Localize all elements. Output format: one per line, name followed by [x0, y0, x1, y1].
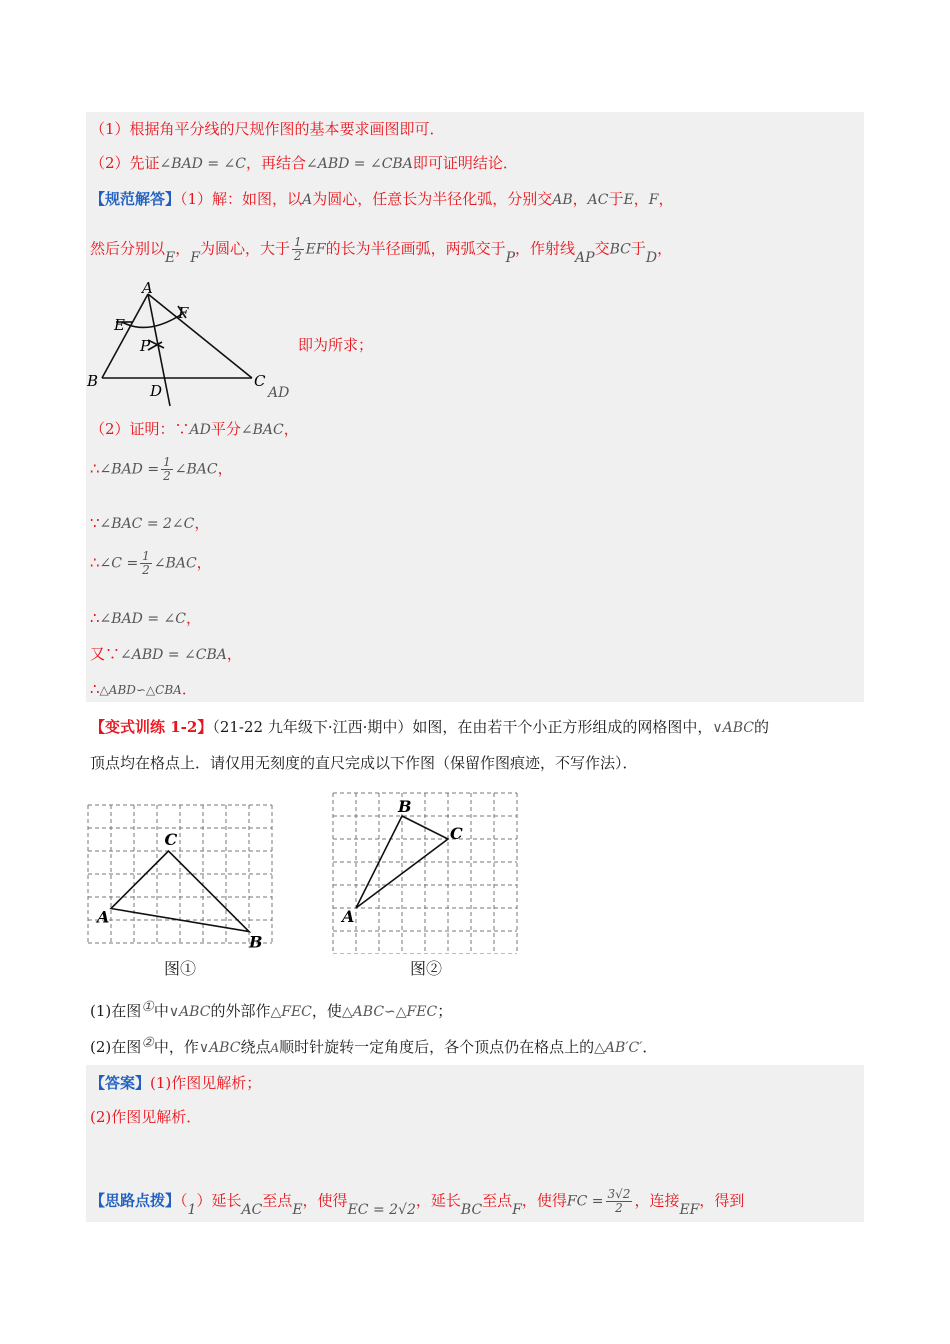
hint-label: 【思路点拨】: [90, 1191, 181, 1210]
grid-label-C: C: [164, 830, 178, 849]
proof-line-3: ∵∠BAC = 2∠C，: [90, 514, 210, 532]
fig1-caption: 图①: [164, 959, 197, 978]
grid-figure-2: [332, 792, 520, 954]
fig-label-P: P: [140, 337, 151, 355]
answer-label: 【答案】: [90, 1074, 151, 1092]
proof-line-2: ∴∠BAD = $\frac{1}{2}$ ∠BAC，: [90, 455, 233, 483]
fig-label-F: F: [178, 304, 189, 322]
grid-label-B: B: [249, 932, 263, 952]
solution-label: 【规范解答】: [90, 190, 181, 208]
side-AC: [148, 294, 252, 378]
grid-figure-1: [86, 803, 274, 955]
problem-label: 【变式训练 1-2】: [90, 718, 213, 736]
proof-line-6: 又∵∠ABD = ∠CBA，: [90, 645, 242, 663]
question-1: (1)在图①中∨ABC的外部作△FEC，使△ABC∽△FEC；: [90, 999, 453, 1020]
grid-label-A: A: [97, 907, 110, 927]
problem-line-2: 顶点均在格点上．请仅用无刻度的直尺完成以下作图（保留作图痕迹，不写作法）．: [90, 754, 638, 772]
grid-label-A: A: [342, 907, 355, 926]
proof-line-1: （2）证明：∵AD平分∠BAC，: [90, 420, 299, 438]
grid-label-B: B: [398, 797, 412, 816]
fig-label-C: C: [254, 372, 266, 390]
fig-label-E: E: [114, 316, 125, 334]
fig-label-D: D: [150, 382, 163, 400]
side-AB: [102, 294, 148, 378]
fig-result-text: 即为所求；: [298, 336, 374, 354]
solution-line-2: 然后分别以E，F为圆心，大于 $\frac{1}{2}$ EF的长为半径画弧，两弧交于P，作射线AP交BC于D，: [90, 235, 673, 266]
hint-line-1: （1）根据角平分线的尺规作图的基本要求画图即可．: [90, 120, 445, 138]
hint-line: 【思路点拨】（1）延长AC至点E，使得EC = 2√2，延长BC至点F，使得FC = $\frac{3√2}{2}$ ，连接EF，得到: [90, 1187, 745, 1218]
solution-line-1: 【规范解答】（1）解：如图，以A为圆心，任意长为半径化弧，分别交AB，AC于E，F，: [90, 190, 674, 208]
fig-AD-label: AD: [268, 385, 290, 401]
grid-label-C: C: [450, 824, 463, 843]
fig-label-A: A: [142, 279, 153, 297]
answer-line-1: 【答案】(1)作图见解析；: [90, 1074, 262, 1092]
hint-line-2: （2）先证∠BAD = ∠C，再结合∠ABD = ∠CBA即可证明结论．: [90, 154, 518, 172]
question-2: (2)在图②中，作∨ABC绕点A顺时针旋转一定角度后，各个顶点仍在格点上的△AB′C′．: [90, 1035, 658, 1056]
problem-line-1: 【变式训练 1-2】（21-22 九年级下·江西·期中）如图，在由若干个小正方形组成的网格图中，∨ABC的: [90, 718, 770, 736]
bisector-figure: [82, 278, 282, 408]
proof-line-4: ∴∠C = $\frac{1}{2}$ ∠BAC，: [90, 549, 212, 577]
proof-line-5: ∴∠BAD = ∠C，: [90, 609, 201, 627]
answer-line-2: (2)作图见解析．: [90, 1108, 202, 1126]
fig2-caption: 图②: [410, 959, 443, 978]
proof-line-7: ∴△ABD∽△CBA．: [90, 680, 197, 698]
fig-label-B: B: [87, 372, 99, 390]
